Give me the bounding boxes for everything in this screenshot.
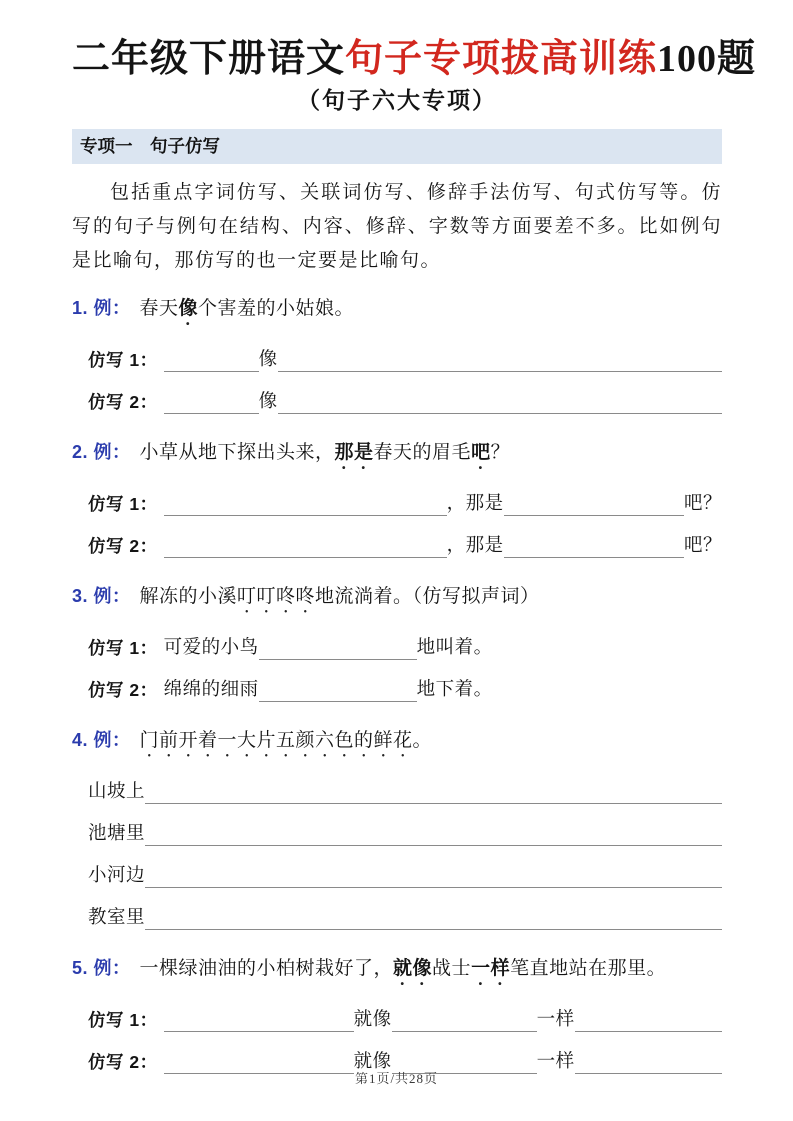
exercise-2-answer-row-1 bbox=[88, 491, 722, 516]
sentence-segment: 一棵绿油油的小柏树栽好了， bbox=[139, 958, 394, 979]
sentence-segment: 个害羞的小姑娘。 bbox=[198, 298, 355, 319]
page-title bbox=[72, 36, 757, 82]
section-banner bbox=[72, 129, 722, 164]
answer-row-prefix: 小河边 bbox=[88, 866, 146, 886]
blank-line[interactable] bbox=[164, 1007, 354, 1032]
exercise-1 bbox=[72, 294, 722, 414]
answer-row-label: 仿写 2： bbox=[88, 536, 158, 556]
exercise-4-answer-row-1 bbox=[88, 779, 722, 804]
sentence-segment: 解冻的小溪 bbox=[139, 586, 238, 607]
answer-row-prefix: 池塘里 bbox=[88, 824, 146, 844]
blank-line[interactable] bbox=[504, 533, 684, 558]
exercise-2-number: 2. 例： bbox=[72, 442, 131, 462]
exercise-4-answer-row-4 bbox=[88, 905, 722, 930]
answer-row-prefix: 山坡上 bbox=[88, 782, 146, 802]
sentence-segment: 战士 bbox=[432, 958, 472, 979]
exercise-5 bbox=[72, 954, 722, 1074]
sentence-segment-emphasized: 那是 bbox=[334, 442, 374, 463]
answer-row-label: 仿写 1： bbox=[88, 1010, 158, 1030]
sentence-segment-dotted: 叮叮咚咚 bbox=[237, 586, 316, 607]
title-part-red: 句子专项拔高训练 bbox=[345, 38, 658, 80]
sentence-segment: ？ bbox=[490, 442, 511, 463]
exercise-3 bbox=[72, 582, 722, 702]
answer-row-connector: 一样 bbox=[536, 1052, 575, 1072]
page-number: 第1页/共28页 bbox=[354, 1071, 439, 1086]
answer-row-label: 仿写 2： bbox=[88, 392, 158, 412]
blank-line[interactable] bbox=[259, 677, 417, 702]
exercise-1-answer-row-2 bbox=[88, 389, 722, 414]
exercise-2-answer-row-2 bbox=[88, 533, 722, 558]
sentence-segment-dotted: 门前开着一大片五颜六色的鲜花 bbox=[139, 730, 413, 751]
exercise-3-answer-row-2 bbox=[88, 677, 722, 702]
exercise-1-number: 1. 例： bbox=[72, 298, 131, 318]
sentence-segment: 地流淌着。（仿写拟声词） bbox=[315, 586, 540, 607]
sentence-segment: 笔直地站在那里。 bbox=[510, 958, 667, 979]
answer-row-ending: 吧？ bbox=[683, 494, 722, 514]
blank-line[interactable] bbox=[278, 347, 722, 372]
sentence-segment: 春天的眉毛 bbox=[373, 442, 472, 463]
answer-row-connector: 就像 bbox=[353, 1052, 392, 1072]
answer-row-prefix: 可爱的小鸟 bbox=[163, 638, 259, 658]
sentence-segment: 小草从地下探出头来， bbox=[139, 442, 335, 463]
blank-line[interactable] bbox=[259, 635, 417, 660]
sentence-segment: 春天 bbox=[139, 298, 179, 319]
exercise-4-example-sentence bbox=[72, 726, 722, 762]
exercise-3-number: 3. 例： bbox=[72, 586, 131, 606]
answer-row-label: 仿写 1： bbox=[88, 350, 158, 370]
exercise-5-answer-row-1 bbox=[88, 1007, 722, 1032]
blank-line[interactable] bbox=[278, 389, 722, 414]
blank-line[interactable] bbox=[145, 779, 722, 804]
answer-row-connector: 像 bbox=[258, 392, 278, 412]
exercise-4-answer-row-3 bbox=[88, 863, 722, 888]
answer-row-prefix: 绵绵的细雨 bbox=[163, 680, 259, 700]
exercise-4-answer-row-2 bbox=[88, 821, 722, 846]
answer-row-suffix: 地下着。 bbox=[416, 680, 493, 700]
title-part-black-right: 100题 bbox=[657, 38, 757, 80]
answer-row-connector: ，那是 bbox=[446, 536, 504, 556]
blank-line[interactable] bbox=[504, 491, 684, 516]
sentence-segment-emphasized: 就像 bbox=[393, 958, 433, 979]
answer-row-label: 仿写 1： bbox=[88, 494, 158, 514]
answer-row-connector: ，那是 bbox=[446, 494, 504, 514]
sentence-segment-emphasized: 像 bbox=[178, 298, 199, 319]
sentence-segment-emphasized: 吧 bbox=[471, 442, 491, 463]
exercise-4-number: 4. 例： bbox=[72, 730, 131, 750]
exercise-3-example-sentence bbox=[72, 582, 722, 618]
title-part-black-left: 二年级下册语文 bbox=[72, 38, 346, 80]
exercise-5-number: 5. 例： bbox=[72, 958, 131, 978]
blank-line[interactable] bbox=[164, 347, 259, 372]
answer-row-prefix: 教室里 bbox=[88, 908, 146, 928]
answer-row-ending: 吧？ bbox=[683, 536, 722, 556]
exercise-3-answer-row-1 bbox=[88, 635, 722, 660]
section-intro-paragraph: 包括重点字词仿写、关联词仿写、修辞手法仿写、句式仿写等。仿写的句子与例句在结构、内容、修辞、字数等方面要差不多。比如例句是比喻句，那仿写的也一定要是比喻句。 bbox=[72, 182, 722, 271]
blank-line[interactable] bbox=[575, 1007, 722, 1032]
blank-line[interactable] bbox=[164, 389, 259, 414]
blank-line[interactable] bbox=[164, 491, 447, 516]
sentence-segment-emphasized: 一样 bbox=[471, 958, 511, 979]
blank-line[interactable] bbox=[164, 533, 447, 558]
exercise-5-example-sentence bbox=[72, 954, 722, 990]
blank-line[interactable] bbox=[145, 821, 722, 846]
answer-row-suffix: 地叫着。 bbox=[416, 638, 493, 658]
page-subtitle: （句子六大专项） bbox=[297, 88, 497, 113]
answer-row-connector: 一样 bbox=[536, 1010, 575, 1030]
exercise-1-answer-row-1 bbox=[88, 347, 722, 372]
answer-row-connector: 像 bbox=[258, 350, 278, 370]
sentence-segment: 。 bbox=[412, 730, 433, 751]
blank-line[interactable] bbox=[145, 905, 722, 930]
exercise-2-example-sentence bbox=[72, 438, 722, 474]
exercise-2 bbox=[72, 438, 722, 558]
answer-row-connector: 就像 bbox=[353, 1010, 392, 1030]
section-banner-text: 专项一 句子仿写 bbox=[80, 136, 220, 156]
exercise-1-example-sentence bbox=[72, 294, 722, 330]
exercise-4 bbox=[72, 726, 722, 930]
blank-line[interactable] bbox=[392, 1007, 537, 1032]
answer-row-label: 仿写 2： bbox=[88, 680, 158, 700]
blank-line[interactable] bbox=[145, 863, 722, 888]
answer-row-label: 仿写 2： bbox=[88, 1052, 158, 1072]
answer-row-label: 仿写 1： bbox=[88, 638, 158, 658]
